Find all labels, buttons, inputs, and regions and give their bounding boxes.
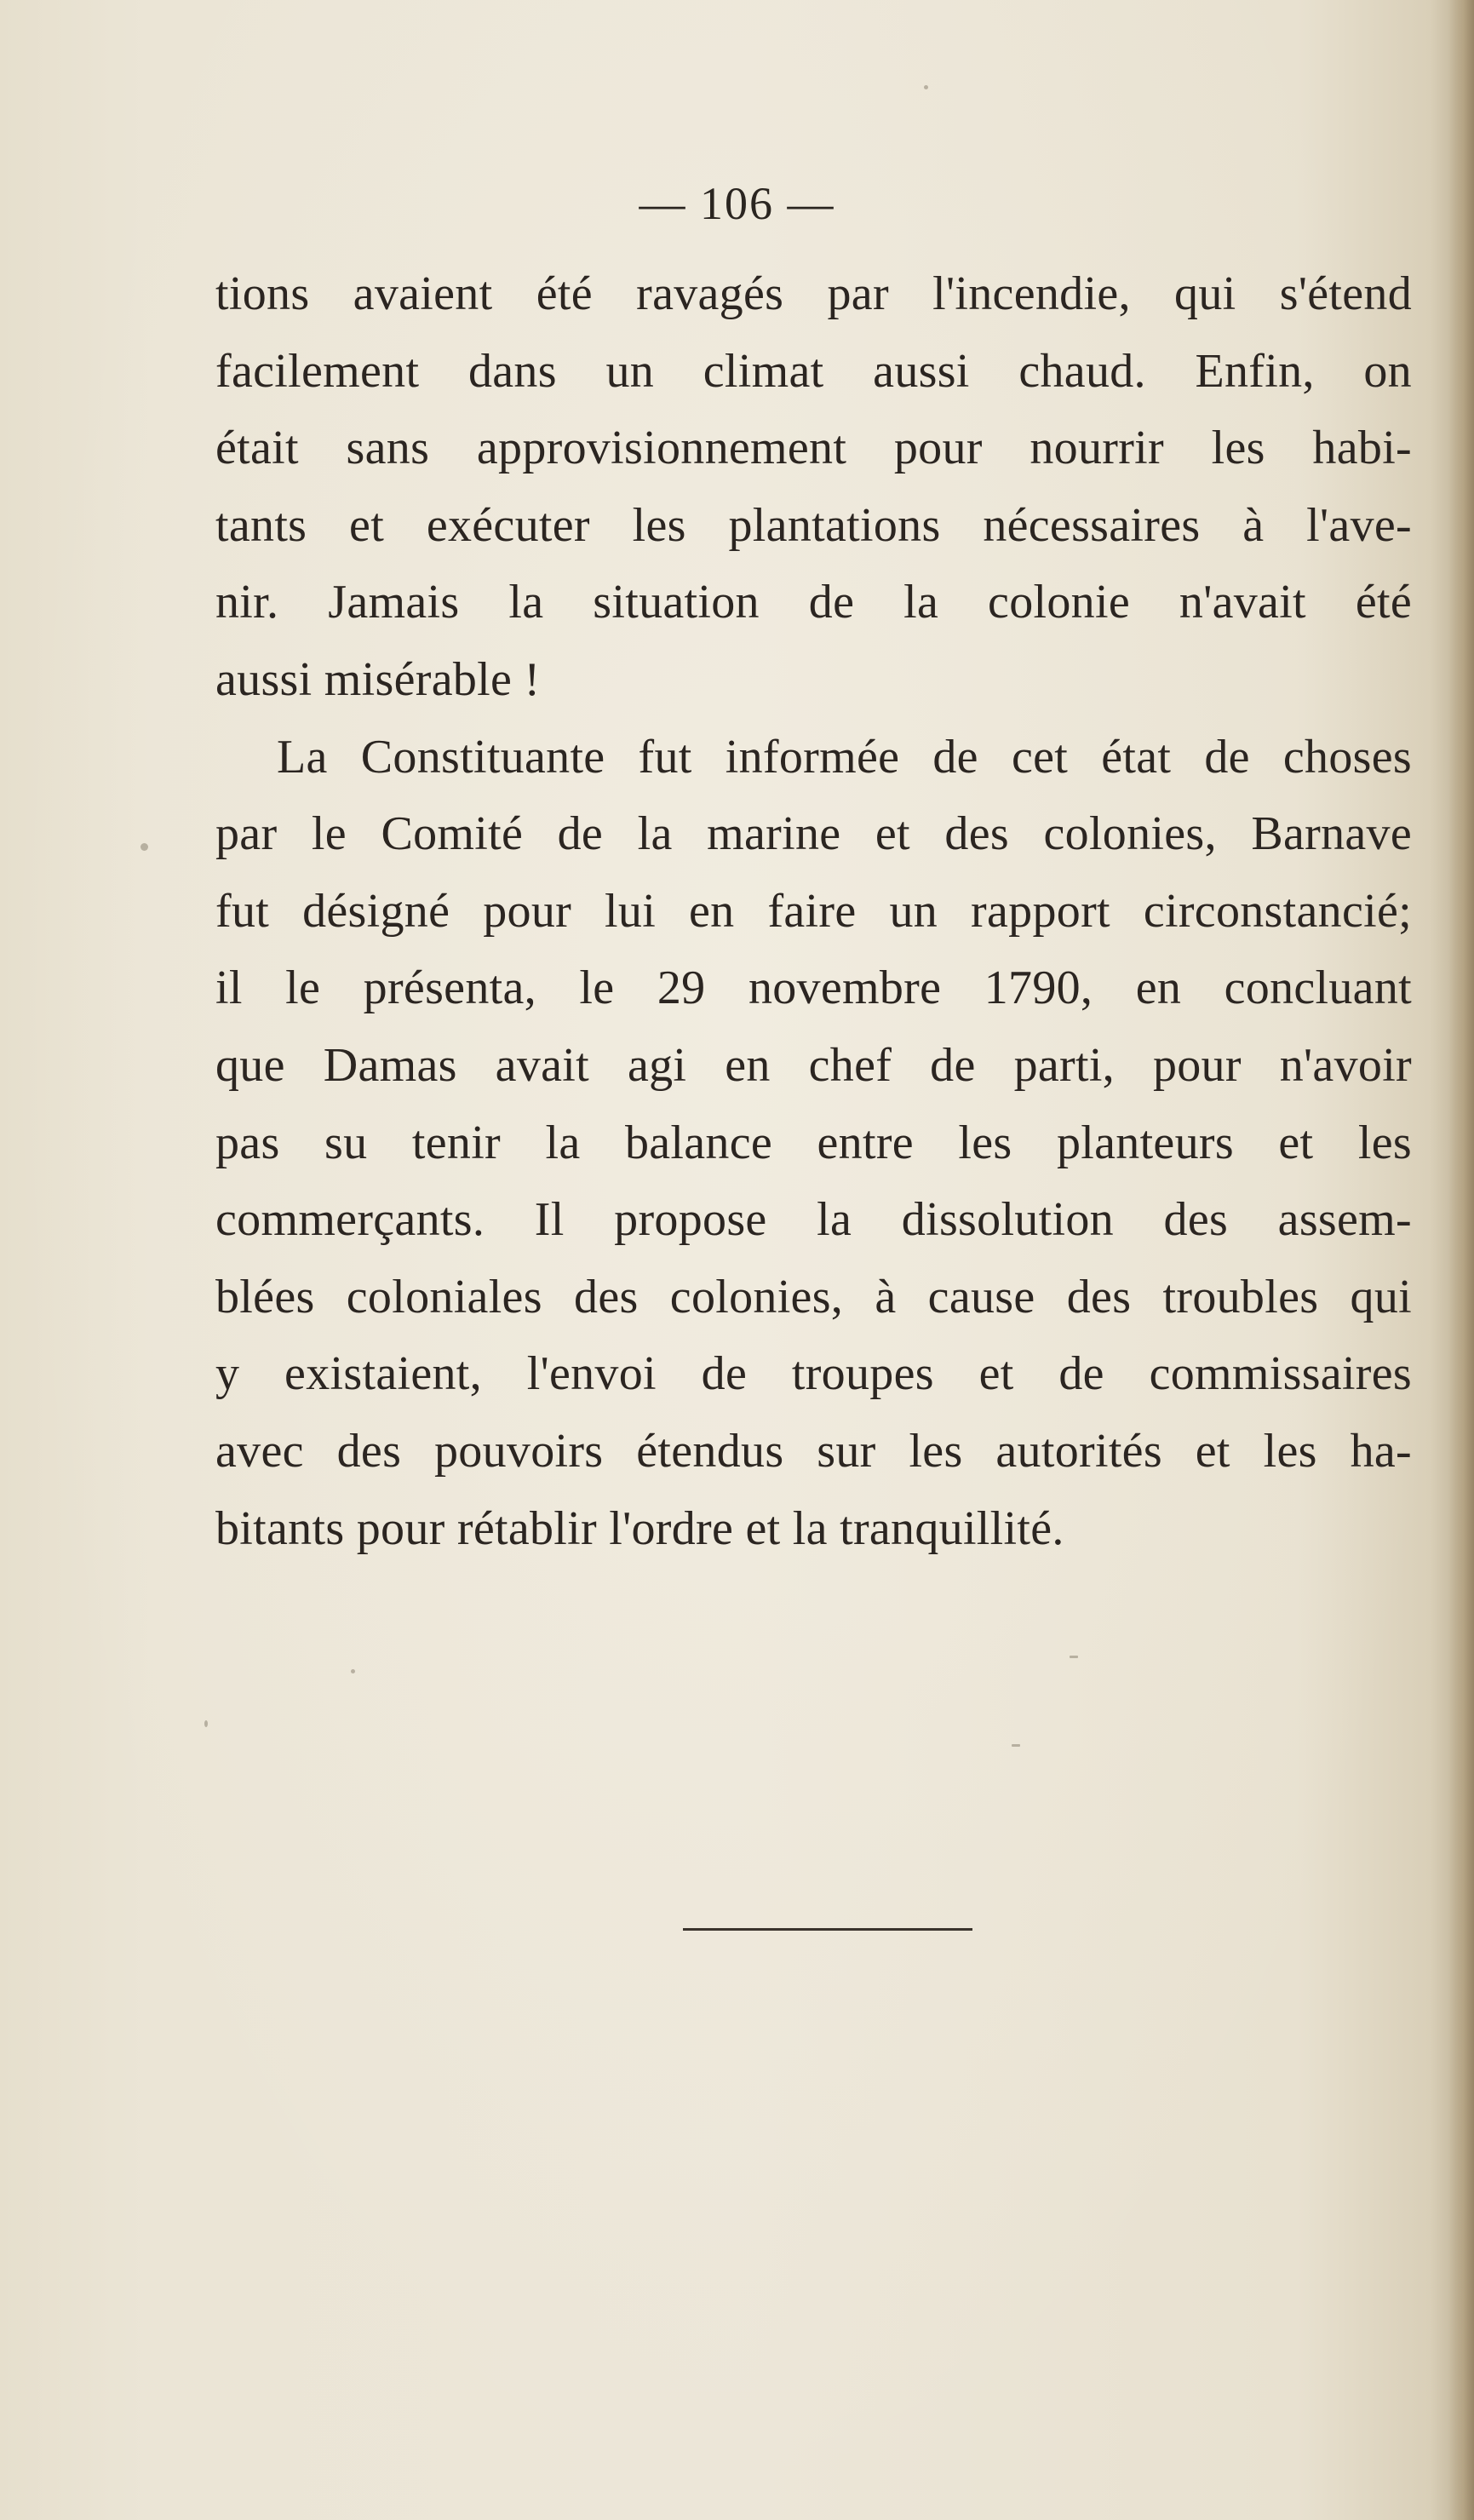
text-line: nir. Jamais la situation de la colonie n'avait été: [215, 576, 1412, 629]
text-line: commerçants. Il propose la dissolution des assem-: [215, 1193, 1412, 1247]
paper-speck: [1012, 1744, 1020, 1747]
text-line: que Damas avait agi en chef de parti, pour n'avoir: [215, 1038, 1412, 1092]
text-line: il le présenta, le 29 novembre 1790, en concluant: [215, 962, 1412, 1015]
text-line: pas su tenir la balance entre les planteurs et les: [215, 1116, 1412, 1169]
text-line: bitants pour rétablir l'ordre et la tranquillité.: [215, 1501, 1064, 1555]
paragraph-first-line: La Constituante fut informée de cet état de choses: [277, 730, 1412, 784]
text-line: blées coloniales des colonies, à cause des troubles qui: [215, 1270, 1412, 1323]
text-line: tions avaient été ravagés par l'incendie, qui s'étend: [215, 267, 1412, 320]
text-line: tants et exécuter les plantations nécessaires à l'ave-: [215, 498, 1412, 552]
paper-speck: [204, 1720, 208, 1727]
text-line: avec des pouvoirs étendus sur les autorités et les ha-: [215, 1424, 1412, 1478]
paper-speck: [924, 85, 928, 89]
paper-speck: [351, 1669, 355, 1673]
text-line: aussi misérable !: [215, 652, 541, 706]
page-edge-shadow: [1448, 0, 1474, 2520]
paper-speck: [141, 843, 148, 851]
text-line: par le Comité de la marine et des colonies, Barnave: [215, 807, 1412, 861]
body-text: [215, 255, 1412, 1567]
end-rule: [683, 1928, 972, 1931]
text-line: était sans approvisionnement pour nourrir les habi-: [215, 422, 1412, 475]
text-line: facilement dans un climat aussi chaud. Enfin, on: [215, 344, 1412, 398]
paper-speck: [1070, 1656, 1078, 1658]
page-number: — 106 —: [639, 178, 835, 229]
text-line: fut désigné pour lui en faire un rapport circonstancié;: [215, 884, 1412, 938]
text-line: y existaient, l'envoi de troupes et de commissaires: [215, 1347, 1412, 1401]
